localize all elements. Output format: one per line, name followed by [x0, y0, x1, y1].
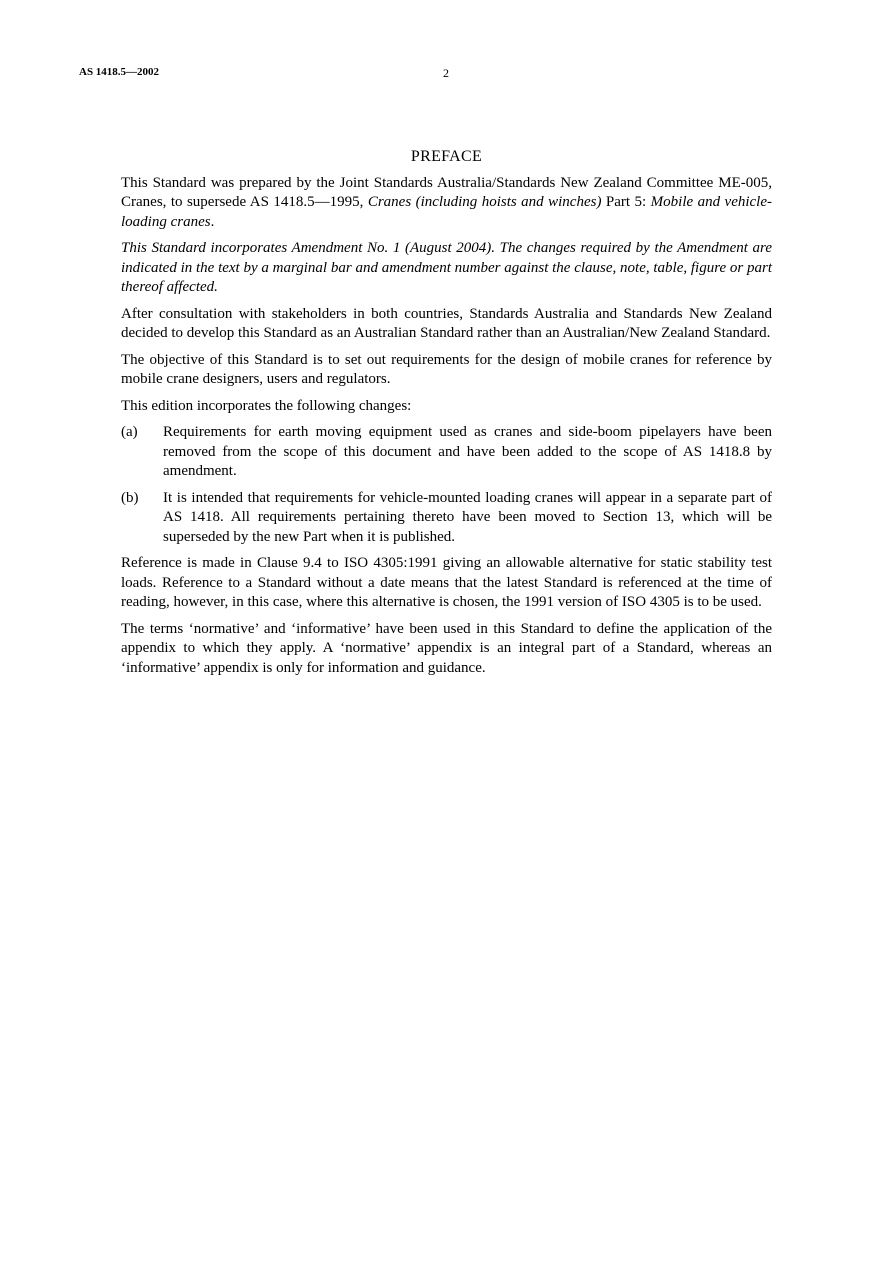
preface-paragraph-consultation: After consultation with stakeholders in both countries, Standards Australia and Standards New Zealand decided to develop this Standard as an Australian Standard rather than an Australian/New Zealand Standard. [121, 305, 772, 341]
list-marker: (b) [121, 489, 139, 506]
part-title: Mobile and vehicle-loading cranes [121, 194, 773, 230]
preface-paragraph-changes-intro: This edition incorporates the following changes: [121, 397, 412, 414]
list-marker: (a) [121, 424, 138, 440]
list-text: Requirements for earth moving equipment used as cranes and side-boom pipelayers have been removed from the scope of this document and have been added to the scope of AS 1418.8 by amendment. [163, 424, 772, 479]
amendment-notice: This Standard incorporates Amendment No. 1 (August 2004). The changes required by the Amendment are indicated in the text by a marginal bar and amendment number against the clause, note, table, figure or part thereof affected. [121, 240, 772, 295]
list-item [121, 423, 772, 482]
page-header [79, 66, 779, 84]
preface-paragraph-terms: The terms ‘normative’ and ‘informative’ have been used in this Standard to define the application of the appendix to which they apply. A ‘normative’ appendix is an integral part of a Standard, whereas an ‘informative’ appendix is only for information and guidance. [121, 620, 772, 676]
list-text: It is intended that requirements for vehicle-mounted loading cranes will appear in a separate part of AS 1418. All requirements pertaining thereto have been moved to Section 13, which will be superseded by the new Part when it is published. [163, 489, 772, 545]
preface-paragraph-committee [121, 174, 772, 233]
committee-text: This Standard was prepared by the Joint Standards Australia/Standards New Zealand Committee ME-005, Cranes, to supersede AS 1418.5—1995, [121, 174, 772, 210]
page-number: 2 [443, 66, 449, 80]
document-code: AS 1418.5—2002 [79, 66, 160, 78]
sentence-end: . [210, 213, 215, 230]
preface-paragraph-objective: The objective of this Standard is to set out requirements for the design of mobile cranes for reference by mobile crane designers, users and regulators. [121, 351, 772, 387]
preface-paragraph-reference: Reference is made in Clause 9.4 to ISO 4305:1991 giving an allowable alternative for static stability test loads. Reference to a Standard without a date means that the latest Standard is referenced at the time of reading, however, in this case, where this alternative is chosen, the 1991 version of ISO 4305 is to be used. [121, 555, 772, 610]
list-item [121, 489, 772, 548]
preface-section [121, 147, 772, 685]
preface-title: PREFACE [410, 148, 483, 165]
standard-title: Cranes (including hoists and winches) [367, 194, 602, 210]
part-label: Part 5: [601, 194, 651, 210]
